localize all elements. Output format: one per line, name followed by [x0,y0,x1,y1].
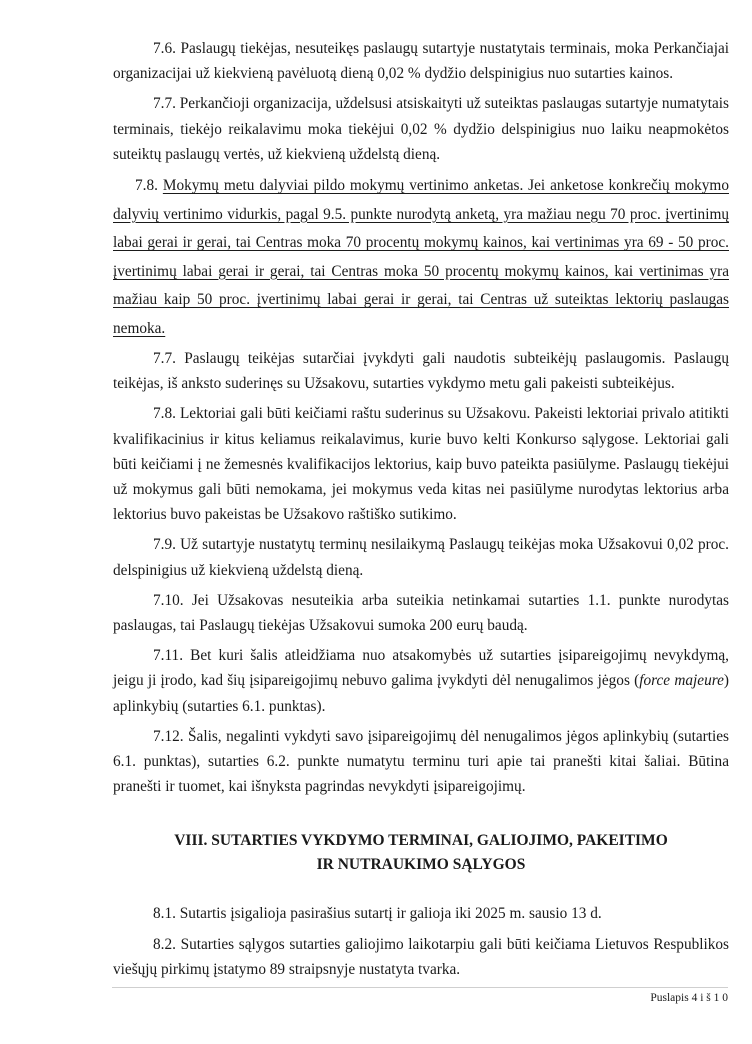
page-number: Puslapis 4 i š 1 0 [650,992,728,1004]
paragraph-7-6: 7.6. Paslaugų tiekėjas, nesuteikęs paslaugų sutartyje nustatytais terminais, moka Perkančiajai organizacijai už kiekvieną pavėluotą dieną 0,02 % dydžio delspinigius nuo sutarties kainos. [113,40,729,83]
paragraph-7-9: 7.9. Už sutartyje nustatytų terminų nesilaikymą Paslaugų teikėjas moka Užsakovui 0,02 proc. delspinigius už kiekvieną uždelstą dieną. [113,536,729,579]
paragraph-number: 7.8. [135,177,163,195]
paragraph-7-7b: 7.7. Paslaugų teikėjas sutarčiai įvykdyti gali naudotis subteikėjų paslaugomis. Paslaugų teikėjas, iš anksto suderinęs su Užsakovu, sutarties vykdymo metu gali pakeisti subteikėjus. [113,350,729,393]
heading-line-2: IR NUTRAUKIMO SĄLYGOS [316,856,526,874]
paragraph-7-10: 7.10. Jei Užsakovas nesuteikia arba suteikia netinkamai sutarties 1.1. punkte nurodytas paslaugas, tai Paslaugų tiekėjas Užsakovui sumoka 200 eurų baudą. [113,591,729,635]
paragraph-7-8b: 7.8. Lektoriai gali būti keičiami raštu suderinus su Užsakovu. Pakeisti lektoriai privalo atitikti kvalifikacinius ir kitus keliamus reikalavimus, kurie buvo kelti Konkurso sąlygose. Lektoriai gali būti keičiami į ne žemesnės kvalifikacijos lektorius, kaip buvo pateikta pasiūlyme. Paslaugų tiekėjui už mokymus gali būti nemokama, jei mokymus veda kitas nei pasiūlyme nurodytas lektorius arba lektorius buvo pakeistas be Užsakovo raštiško sutikimo. [113,405,729,524]
paragraph-7-12: 7.12. Šalis, negalinti vykdyti savo įsipareigojimų dėl nenugalimos jėgos aplinkybių (sutarties 6.1. punktas), sutarties 6.2. punkte numatytu terminu turi apie tai pranešti kitai šaliai. Būtina pranešti ir tuomet, kai išnyksta pagrindas nevykdyti įsipareigojimų. [113,727,729,796]
paragraph-8-1: 8.1. Sutartis įsigalioja pasirašius sutartį ir galioja iki 2025 m. sausio 13 d. [153,905,602,923]
paragraph-7-8-underlined [113,172,729,343]
underlined-text: Mokymų metu dalyviai pildo mokymų vertinimo anketas. Jei anketose konkrečių mokymo dalyvių vertinimo vidurkis, pagal 9.5. punkte nurodytą anketą, yra mažiau negu 70 proc. įvertinimų labai gerai ir gerai, tai Centras moka 70 procentų mokymų kainos, kai vertinimas yra 69 - 50 proc. įvertinimų labai gerai ir gerai, tai Centras moka 50 procentų mokymų kainos, kai vertinimas yra mažiau kaip 50 proc. įvertinimų labai gerai ir gerai, tai Centras už suteiktas lektorių paslaugas nemoka. [113,177,729,337]
section-heading [113,829,729,877]
text: 7.11. Bet kuri šalis atleidžiama nuo atsakomybės už sutarties įsipareigojimų nevykdymą, jeigu ji įrodo, kad šių įsipareigojimų nebuvo galima įvykdyti dėl nenugalimos jėgos ( [113,647,729,690]
paragraph-7-7: 7.7. Perkančioji organizacija, uždelsusi atsiskaityti už suteiktas paslaugas sutartyje numatytais terminais, tiekėjo reikalavimu moka tiekėjui 0,02 % dydžio delspinigius nuo laiku neapmokėtos suteiktų paslaugų vertės, už kiekvieną uždelstą dieną. [113,95,729,163]
text: ) aplinkybių (sutarties 6.1. punktas). [113,672,729,715]
italic-term: force majeure [639,672,724,690]
heading-line-1: VIII. SUTARTIES VYKDYMO TERMINAI, GALIOJIMO, PAKEITIMO [174,832,668,850]
footer-divider [112,987,728,988]
paragraph-8-2: 8.2. Sutarties sąlygos sutarties galiojimo laikotarpiu gali būti keičiama Lietuvos Respublikos viešųjų pirkimų įstatymo 89 straipsnyje nustatyta tvarka. [113,935,729,978]
document-page [113,36,729,987]
paragraph-7-11 [113,643,729,719]
